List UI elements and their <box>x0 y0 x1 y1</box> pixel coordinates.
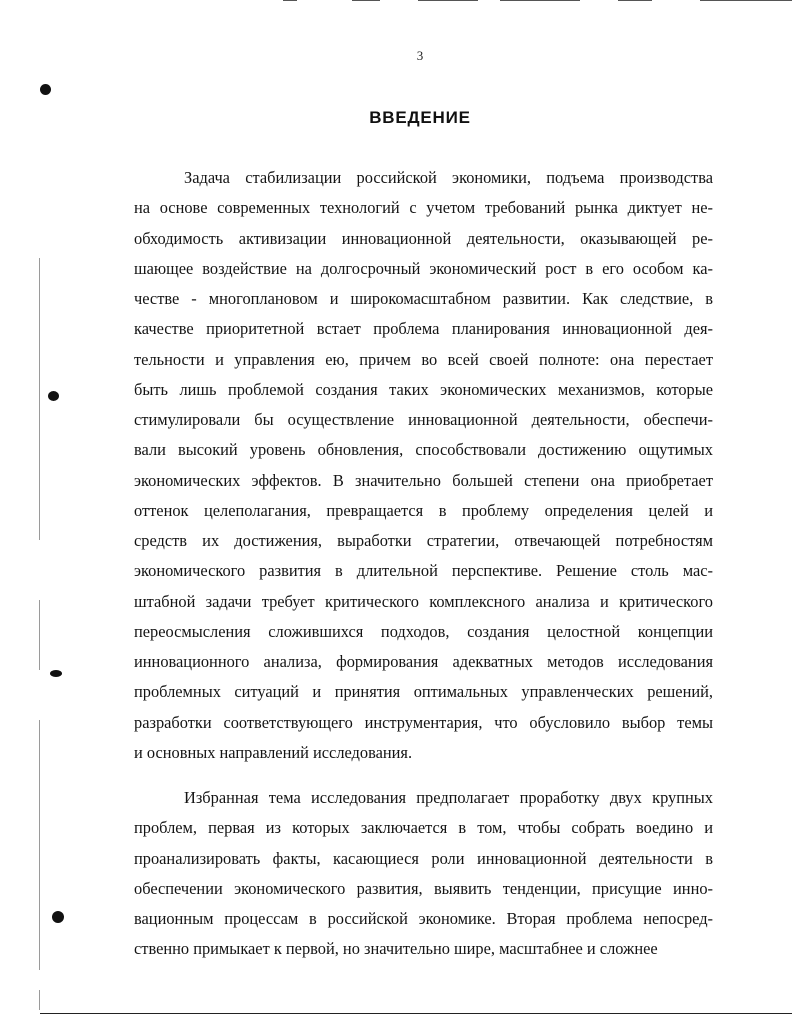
scan-margin-line <box>39 990 40 1010</box>
paragraph-line: вационным процессам в российской экономике. Вторая проблема непосред- <box>134 909 713 929</box>
punch-hole-mark <box>52 911 64 923</box>
scan-margin-line <box>39 600 40 670</box>
paragraph-line: оттенок целеполагания, превращается в проблему определения целей и <box>134 500 713 520</box>
paragraph-line: стимулировали бы осуществление инновационной деятельности, обеспечи- <box>134 410 713 429</box>
scan-mark <box>500 0 580 1</box>
page-number: 3 <box>416 48 424 63</box>
paragraph-line: шающее воздействие на долгосрочный экономический рост в его особом ка- <box>134 258 713 278</box>
paragraph-line: средств их достижения, выработки стратегии, отвечающей потребностям <box>134 531 713 550</box>
punch-hole-mark <box>40 84 51 95</box>
paragraph-line: и основных направлений исследования. <box>134 742 413 762</box>
scan-mark <box>283 0 297 1</box>
punch-hole-mark <box>50 670 62 677</box>
paragraph-line: инновационного анализа, формирования адекватных методов исследования <box>134 652 713 671</box>
paragraph-line: Задача стабилизации российской экономики, подъема производства <box>184 168 713 187</box>
section-heading: ВВЕДЕНИЕ <box>369 108 471 127</box>
paragraph-line: экономического развития в длительной перспективе. Решение столь мас- <box>134 561 713 581</box>
paragraph-line: обходимость активизации инновационной деятельности, оказывающей ре- <box>134 228 713 248</box>
scan-mark <box>700 0 792 1</box>
paragraph-line: быть лишь проблемой создания таких экономических механизмов, которые <box>134 379 713 399</box>
scan-margin-line <box>39 720 40 970</box>
paragraph-line: экономических эффектов. В значительно большей степени она приобретает <box>134 470 713 490</box>
paragraph-line: обеспечении экономического развития, выявить тенденции, присущие инно- <box>134 878 713 898</box>
scan-mark <box>418 0 478 1</box>
scan-mark <box>618 0 652 1</box>
scan-bottom-edge <box>40 1013 792 1014</box>
paragraph-line: проанализировать факты, касающиеся роли инновационной деятельности в <box>134 848 713 868</box>
paragraph-line: переосмысления сложившихся подходов, создания целостной концепции <box>134 621 713 641</box>
paragraph-line: Избранная тема исследования предполагает проработку двух крупных <box>184 788 713 808</box>
scan-margin-line <box>39 258 40 540</box>
paragraph-line: ственно примыкает к первой, но значительно шире, масштабнее и сложнее <box>134 939 658 959</box>
paragraph-line: проблемных ситуаций и принятия оптимальных управленческих решений, <box>134 682 713 702</box>
paragraph-line: вали высокий уровень обновления, способствовали достижению ощутимых <box>134 440 713 460</box>
scan-mark <box>352 0 380 1</box>
paragraph-line: штабной задачи требует критического комплексного анализа и критического <box>134 591 713 611</box>
punch-hole-mark <box>48 391 59 401</box>
paragraph-line: проблем, первая из которых заключается в том, чтобы собрать воедино и <box>134 818 713 838</box>
paragraph-line: разработки соответствующего инструментария, что обусловило выбор темы <box>134 712 713 732</box>
paragraph-line: качестве приоритетной встает проблема планирования инновационной дея- <box>134 319 713 339</box>
paragraph-line: тельности и управления ею, причем во всей своей полноте: она перестает <box>134 349 713 369</box>
paragraph-line: на основе современных технологий с учетом требований рынка диктует не- <box>134 198 713 218</box>
paragraph-line: честве - многоплановом и широкомасштабном развитии. Как следствие, в <box>134 289 713 308</box>
